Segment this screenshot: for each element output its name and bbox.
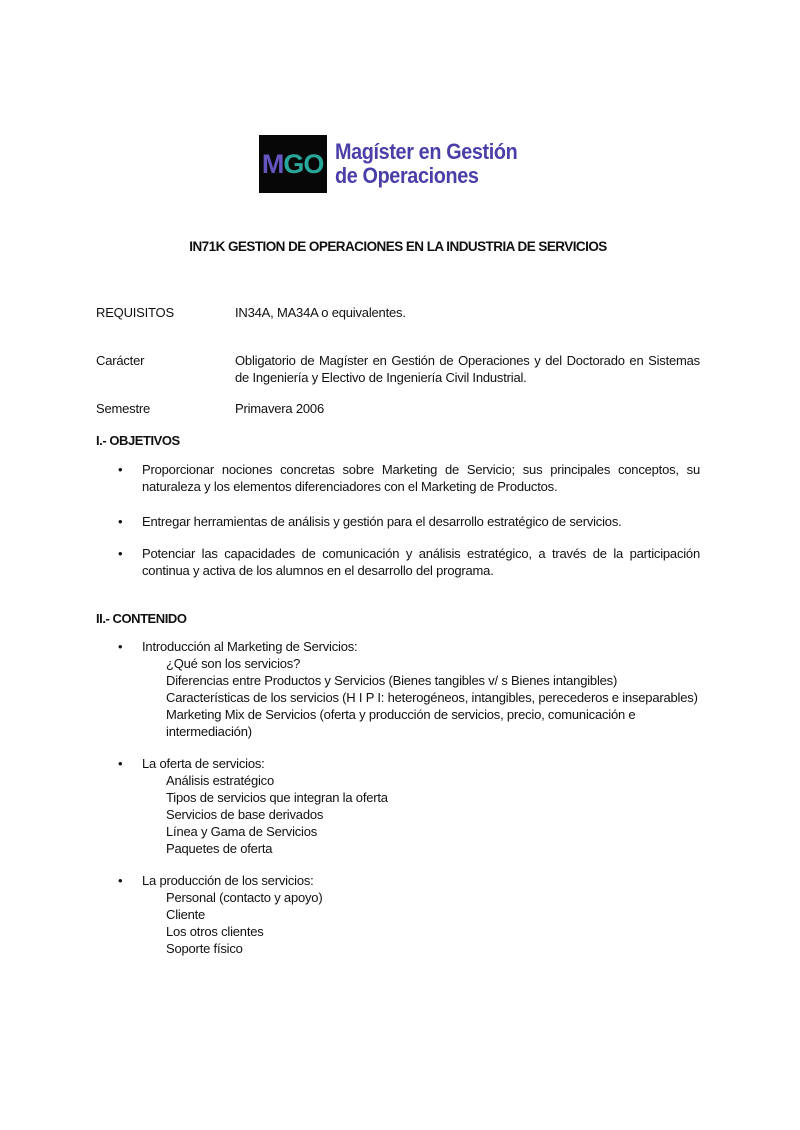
mgo-logo-icon bbox=[259, 135, 327, 193]
info-row-caracter bbox=[96, 352, 700, 386]
course-title: IN71K GESTION DE OPERACIONES EN LA INDUSTRIA DE SERVICIOS bbox=[189, 239, 607, 254]
logo-wordmark-line2: de Operaciones bbox=[334, 163, 479, 188]
mgo-logo bbox=[56, 135, 740, 193]
bullet-icon bbox=[118, 638, 122, 655]
course-info bbox=[96, 304, 700, 417]
list-item bbox=[96, 513, 700, 530]
logo-wordmark bbox=[335, 140, 517, 188]
topic-subitem: Paquetes de oferta bbox=[166, 841, 273, 856]
info-label: Semestre bbox=[96, 401, 151, 416]
topic-subitem: Marketing Mix de Servicios (oferta y producción de servicios, precio, comunicación e intermediación) bbox=[166, 707, 636, 739]
info-label: Carácter bbox=[96, 353, 145, 368]
topic-subitem: Características de los servicios (H I P I: heterogéneos, intangibles, perecederos e inseparables) bbox=[166, 690, 698, 705]
bullet-icon bbox=[118, 545, 122, 562]
topic-subitem: ¿Qué son los servicios? bbox=[166, 656, 301, 671]
bullet-icon bbox=[118, 755, 122, 772]
logo-wordmark-line1: Magíster en Gestión bbox=[334, 139, 518, 164]
objective-text: Entregar herramientas de análisis y gestión para el desarrollo estratégico de servicios. bbox=[142, 514, 622, 529]
info-value: Primavera 2006 bbox=[235, 401, 324, 416]
info-row-requisitos bbox=[96, 304, 700, 321]
list-item bbox=[96, 638, 700, 740]
objective-text: Proporcionar nociones concretas sobre Marketing de Servicio; sus principales conceptos, su naturaleza y los elementos diferenciadores con el Marketing de Productos. bbox=[142, 462, 700, 494]
topic-title: Introducción al Marketing de Servicios: bbox=[142, 639, 358, 654]
list-item bbox=[96, 755, 700, 857]
list-item bbox=[96, 461, 700, 495]
topic-subitem: Servicios de base derivados bbox=[166, 807, 324, 822]
topic-subitem: Línea y Gama de Servicios bbox=[166, 824, 318, 839]
topic-subitem: Cliente bbox=[166, 907, 206, 922]
objetivos-list bbox=[96, 461, 700, 579]
info-label: REQUISITOS bbox=[96, 305, 174, 320]
logo-letter-m: M bbox=[261, 148, 284, 179]
bullet-icon bbox=[118, 461, 122, 478]
topic-title: La oferta de servicios: bbox=[142, 756, 265, 771]
info-row-semestre bbox=[96, 400, 700, 417]
bullet-icon bbox=[118, 513, 122, 530]
topic-subitem: Diferencias entre Productos y Servicios (Bienes tangibles v/ s Bienes intangibles) bbox=[166, 673, 618, 688]
topic-subitem: Análisis estratégico bbox=[166, 773, 274, 788]
contenido-list bbox=[96, 638, 700, 957]
objective-text: Potenciar las capacidades de comunicación y análisis estratégico, a través de la participación continua y activa de los alumnos en el desarrollo del programa. bbox=[142, 546, 700, 578]
info-value: IN34A, MA34A o equivalentes. bbox=[235, 305, 406, 320]
section-heading-contenido: II.- CONTENIDO bbox=[96, 611, 187, 626]
section-heading-objetivos: I.- OBJETIVOS bbox=[96, 433, 180, 448]
topic-title: La producción de los servicios: bbox=[142, 873, 314, 888]
topic-subitem: Personal (contacto y apoyo) bbox=[166, 890, 323, 905]
topic-subitem: Los otros clientes bbox=[166, 924, 264, 939]
topic-subitem: Soporte físico bbox=[166, 941, 243, 956]
bullet-icon bbox=[118, 872, 122, 889]
info-value: Obligatorio de Magíster en Gestión de Operaciones y del Doctorado en Sistemas de Ingeniería y Electivo de Ingeniería Civil Industrial. bbox=[235, 353, 700, 385]
list-item bbox=[96, 545, 700, 579]
list-item bbox=[96, 872, 700, 957]
topic-subitem: Tipos de servicios que integran la oferta bbox=[166, 790, 388, 805]
logo-letters-go: GO bbox=[283, 148, 324, 179]
